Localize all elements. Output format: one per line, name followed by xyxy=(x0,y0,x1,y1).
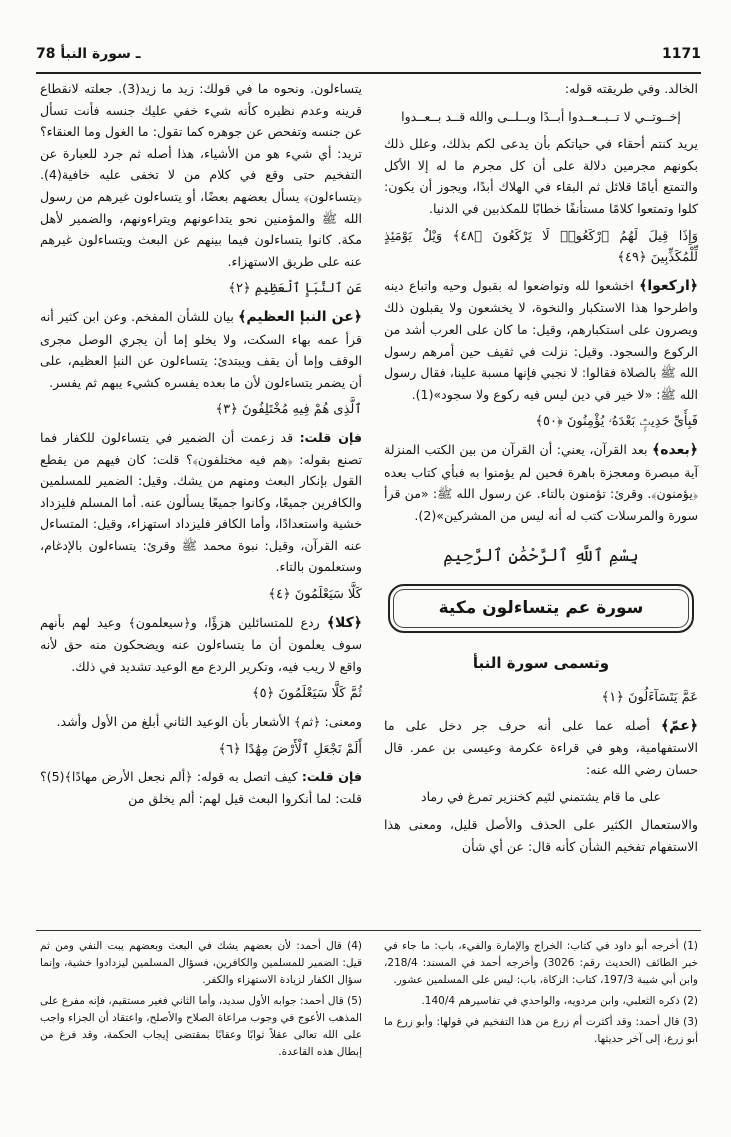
paragraph: والاستعمال الكثير على الحذف والأصل قليل، ومعنى هذا الاستفهام تفخيم الشأن كأنه قال: عن أي شأن xyxy=(384,817,698,854)
right-column xyxy=(384,78,698,863)
surah-title-box: سورة عم يتساءلون مكية xyxy=(388,584,694,634)
paragraph: يتساءلون. ونحوه ما في قولك: زيد ما زيد(3). جعلته لانقطاع قرينه وعدم نظيره كأنه شيء خفي عليك جنسه فأنت تسأل عن جنسه وتفحص عن جوهره كما تقول: ما الغول وما العنقاء؟ تريد: أي شيء هو من الأشياء، هذا أصله ثم جرد للعبارة عن التفخيم حتى وقع في كلام من لا تخفى عليه خافية(4). ﴿يتساءلون﴾ يسأل بعضهم بعضًا، أو يتساءلون غيرهم من رسول الله ﷺ والمؤمنين نحو يتداعونهم ويتراءونهم، والضمير لأهل مكة. كانوا يتساءلون فيما بينهم عن البعث ويتساءلون غيرهم عنه على طريق الاستهزاء. xyxy=(40,81,362,269)
basmala: بِسْمِ ٱللَّهِ ٱلرَّحْمَٰنِ ٱلرَّحِيمِ xyxy=(443,546,639,567)
verse-word-marker: ﴿عمّ﴾ xyxy=(661,717,698,734)
footnote: (4) قال أحمد: لأن بعضهم يشك في البعث وبعضهم يبت النفي ومن ثم قيل: الضمير للمسلمين والكافرين، فسؤال المسلمين ليزدادوا خشية، وإنما سؤال الكفار لزيادة الاستهزاء والكفر. xyxy=(40,940,362,986)
paragraph xyxy=(384,715,698,781)
quran-verse: كَلَّا سَيَعْلَمُونَ ﴿٤﴾ xyxy=(268,587,362,603)
paragraph xyxy=(40,306,362,393)
paragraph-text: بعد القرآن، يعني: أن القرآن من بين الكتب المنزلة آية مبصرة ومعجزة باهرة فحين لم يؤمنوا به فبأي كتاب بعده ﴿يؤمنون﴾. وقرئ: تؤمنون بالتاء. عن رسول الله ﷺ: «من قرأ سورة والمرسلات كتب له أنه ليس من المشركين»(2). xyxy=(384,441,698,523)
header-rule xyxy=(36,72,701,74)
paragraph: الخالد. وفي طريقته قوله: xyxy=(564,81,698,96)
poem-line: إخــوتــي لا تــبــعــدوا أبــدًا وبــلــى والله قــد بــعــدوا xyxy=(401,108,681,124)
quran-verse: أَلَمْ نَجْعَلِ ٱلْأَرْضَ مِهَٰدًا ﴿٦﴾ xyxy=(218,741,362,757)
paragraph xyxy=(384,439,698,526)
quran-verse: ثُمَّ كَلَّا سَيَعْلَمُونَ ﴿٥﴾ xyxy=(251,686,362,702)
paragraph: يريد كنتم أحقاء في حياتكم بأن يدعى لكم بذلك، وعلل ذلك بكونهم مجرمين دلالة على أن كل مجرم ما له إلا الأكل والتمتع أيامًا قلائل ثم البقاء في الهلاك أبدًا، ويجوز أن يكون: كلوا وتمتعوا كلامًا مستأنفًا خطابًا للمكذبين في الدنيا. xyxy=(384,136,698,216)
question-lead: فإن قلت: xyxy=(299,429,362,445)
quran-verse: عَمَّ يَتَسَآءَلُونَ ﴿١﴾ xyxy=(601,690,698,706)
quran-verse: ٱلَّذِى هُمْ فِيهِ مُخْتَلِفُونَ ﴿٣﴾ xyxy=(215,402,362,418)
poem-line: على ما قام يشتمني لئيم كخنزير تمرغ في رماد xyxy=(421,789,661,805)
footnotes-right xyxy=(384,938,698,1052)
verse-word-marker: ﴿كلا﴾ xyxy=(326,614,362,631)
footnote: (1) أخرجه أبو داود في كتاب: الخراج والإمارة والفيء، باب: ما جاء في خبر الطائف (الحديث رقم: 3026) وأخرجه أحمد في المسند: 218/4، وابن أبي شيبة 197/3، كتاب: الزكاة، باب: ليس على المسلمين عشور. xyxy=(384,940,699,986)
verse-word-marker: ﴿عن النبإ العظيم﴾ xyxy=(238,308,362,325)
footnote: (2) ذكره الثعلبي، وابن مردويه، والواحدي في تفاسيرهم 140/4. xyxy=(421,995,698,1007)
footnote: (3) قال أحمد: وقد أكثرت أم زرع من هذا التفخيم في قولها: وأبو زرع ما أبو زرع، إلى آخر حديثها. xyxy=(384,1016,698,1045)
paragraph xyxy=(40,766,362,809)
left-column xyxy=(40,78,362,815)
running-header xyxy=(36,46,701,72)
page-number: 1171 xyxy=(662,46,701,62)
footnote: (5) قال أحمد: جوابه الأول سديد، وأما الثاني فغير مستقيم، فإنه مفرع على المذهب الأعوج في وجوب مراعاة الصلاح والأصلح، واعتقاد أن الجزاء واجب على الله تعالى عقلاً ثوابًا وعقابًا بمقتضى إيجاب الحكمة، وقد فرغ من إبطال هذه القاعدة. xyxy=(40,995,362,1058)
paragraph-text: أصله عما على أنه حرف جر دخل على ما الاستفهامية، وهو في قراءة عكرمة وعيسى بن عمر. قال حسان رضي الله عنه: xyxy=(384,717,698,777)
quran-verse: عَنِ ٱلنَّبَإِ ٱلْعَظِيمِ ﴿٢﴾ xyxy=(228,281,362,297)
verse-word-marker: ﴿ارکعوا﴾ xyxy=(639,277,698,294)
paragraph xyxy=(40,427,362,578)
surah-subtitle: وتسمى سورة النبأ xyxy=(472,654,610,673)
paragraph-text: كيف اتصل به قوله: ﴿ألم نجعل الأرض مهادًا﴾(5)؟ قلت: لما أنكروا البعث قيل لهم: ألم يخلق من xyxy=(40,769,362,806)
quran-verse: فَبِأَىِّ حَدِيثٍۭ بَعْدَهُۥ يُؤْمِنُونَ ﴿٥٠﴾ xyxy=(535,414,698,430)
paragraph: ومعنى: ﴿ثم﴾ الأشعار بأن الوعيد الثاني أبلغ من الأول وأشد. xyxy=(56,714,362,730)
quran-verse: وَإِذَا قِيلَ لَهُمُ ٱرْكَعُوا۟ لَا يَرْكَعُونَ ﴿٤٨﴾ وَيْلٌ يَوْمَئِذٍ لِّلْمُكَذِّبِينَ ﴿٤٩﴾ xyxy=(384,228,699,266)
paragraph-text: بيان للشأن المفخم. وعن ابن كثير أنه قرأ عمه بهاء السكت، ولا يخلو إما أن يجري الوصل مجرى الوقف وإما أن يقف ويبتدئ: يتساءلون عن النبإ العظيم، على أن يضمر يتساءلون لأن ما بعده يفسره كشيء يبهم ثم يفسر. xyxy=(40,308,362,390)
paragraph-text: اخشعوا لله وتواضعوا له بقبول وحيه واتباع دينه واطرحوا هذا الاستكبار والنخوة، لا يخشعون ولا يقبلون ذلك ويصرون على استكبارهم، وقيل: ما كان على العرب أشد من الركوع والسجود. وقيل: نزلت في ثقيف حين أمرهم رسول الله ﷺ بالصلاة فقالوا: لا نجبي فإنها مسبة علينا، فقال رسول الله ﷺ: «لا خير في دين ليس فيه ركوع ولا سجود»(1). xyxy=(384,277,698,402)
paragraph-text: قد زعمت أن الضمير في يتساءلون للكفار فما تصنع بقوله: ﴿هم فيه مختلفون﴾؟ قلت: كان فيهم من يقطع القول بإنكار البعث ومنهم من يشك. وقيل: الضمير للمسلمين والكافرين جميعًا، وكانوا جميعًا يسألون عنه. أما المسلم فليزداد خشية واستعدادًا، وأما الكافر فليزداد استهزاء، وقيل: المتساءل عنه القرآن، وقيل: نبوة محمد ﷺ وقرئ: يتساءلون بالإدغام، وستعلمون بالتاء. xyxy=(40,429,362,575)
footnote-rule xyxy=(36,930,701,931)
footnotes-left xyxy=(40,938,362,1065)
paragraph-text: ردع للمتسائلين هزؤًا، و﴿سيعلمون﴾ وعيد لهم بأنهم سوف يعلمون أن ما يتساءلون عنه ويضحكون منه حق لأنه واقع لا ريب فيه، وتكرير الردع مع الوعيد تشديد في ذلك. xyxy=(40,614,362,674)
paragraph xyxy=(40,612,362,678)
header-surah-label: 78 ـ سورة النبأ xyxy=(36,46,141,62)
paragraph xyxy=(384,275,698,406)
verse-word-marker: ﴿بعده﴾ xyxy=(652,441,698,458)
question-lead: فإن قلت: xyxy=(301,769,362,785)
